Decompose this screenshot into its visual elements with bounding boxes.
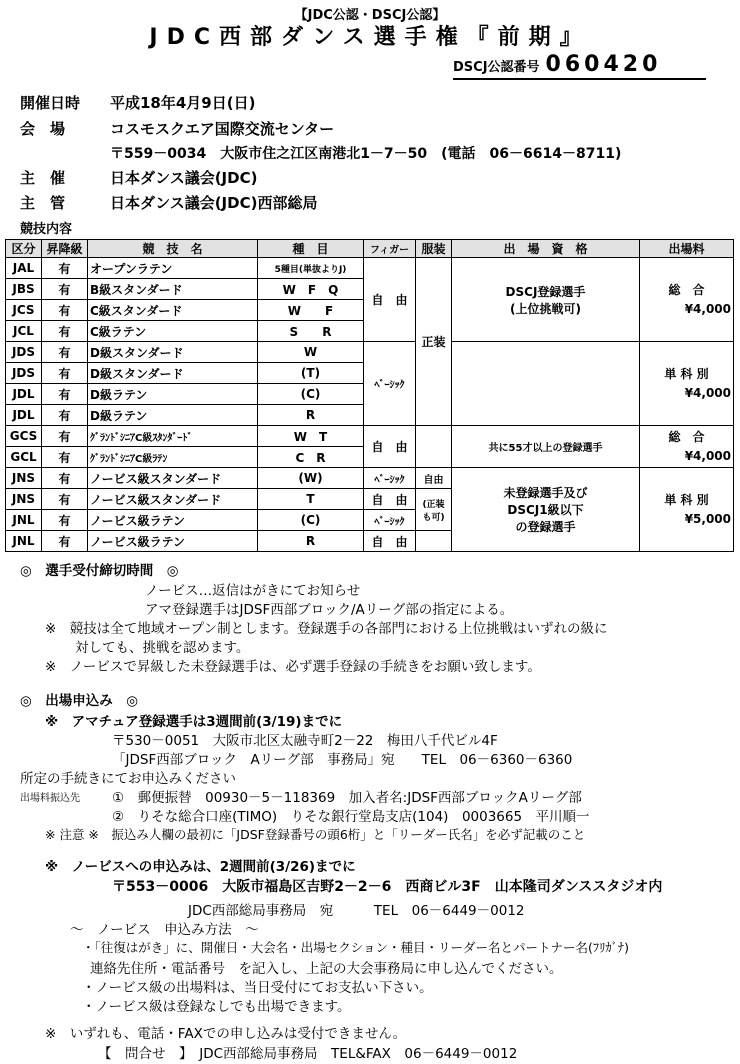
fee-label: 単 科 別 bbox=[664, 492, 709, 507]
qualification-novice bbox=[452, 468, 640, 552]
approval-header: 【JDC公認・DSCJ公認】 bbox=[294, 8, 446, 23]
host-label: 主 催 bbox=[20, 169, 66, 187]
table-row bbox=[6, 258, 734, 279]
amateur-deadline: ※ アマチュア登録選手は3週間前(3/19)までに bbox=[45, 714, 343, 730]
figure-free: 自 由 bbox=[364, 489, 416, 510]
header-cell: 服装 bbox=[416, 240, 452, 258]
row-promotion: 有 bbox=[42, 321, 88, 342]
fee-amount: ¥4,000 bbox=[684, 385, 731, 400]
row-event-name: D級スタンダード bbox=[88, 342, 258, 363]
row-code: JDS bbox=[6, 363, 42, 384]
row-dances: R bbox=[258, 405, 364, 426]
row-dances: (C) bbox=[258, 510, 364, 531]
row-event-name: D級ラテン bbox=[88, 405, 258, 426]
row-code: JDS bbox=[6, 342, 42, 363]
row-dances: 5種目(単抜よりJ) bbox=[258, 258, 364, 279]
row-dances: W bbox=[258, 342, 364, 363]
novice-address: 〒553－0006 大阪市福島区吉野2－2－6 西商ビル3F 山本隆司ダンススタジオ内 bbox=[112, 879, 663, 895]
fee-total-block bbox=[640, 258, 734, 342]
transfer-option: ② りそな総合口座(TIMO) りそな銀行堂島支店(104) 0003665 平川順一 bbox=[112, 809, 590, 825]
transfer-label: 出場料振込先 bbox=[20, 793, 80, 804]
dress-formal-empty bbox=[416, 426, 452, 468]
events-label: 競技内容 bbox=[20, 222, 73, 237]
row-dances: W T bbox=[258, 426, 364, 447]
dress-formal: 正装 bbox=[416, 258, 452, 426]
row-dances: T bbox=[258, 489, 364, 510]
approval-number-value: 060420 bbox=[545, 52, 662, 77]
figure-basic: ﾍﾞｰｼｯｸ bbox=[364, 342, 416, 426]
venue-name: コスモスクエア国際交流センター bbox=[110, 120, 335, 138]
amateur-office: 「JDSF西部ブロック Aリーグ部 事務局」宛 TEL 06－6360－6360 bbox=[112, 752, 573, 768]
row-promotion: 有 bbox=[42, 447, 88, 468]
fee-amount: ¥4,000 bbox=[684, 448, 731, 463]
header-cell: 昇降級 bbox=[42, 240, 88, 258]
fee-label: 単 科 別 bbox=[664, 366, 709, 381]
qualification-line: 未登録選手及び bbox=[503, 486, 588, 500]
fee-label: 総 合 bbox=[668, 429, 705, 444]
venue-address: 〒559－0034 大阪市住之江区南港北1－7－50 (電話 06－6614－8711) bbox=[110, 146, 622, 162]
qualification-senior: 共に55才以上の登録選手 bbox=[452, 426, 640, 468]
deadline-heading: ◎ 選手受付締切時間 ◎ bbox=[20, 563, 179, 579]
method-heading: ～ ノービス 申込み方法 ～ bbox=[70, 922, 259, 938]
row-dances: W F bbox=[258, 300, 364, 321]
qualification-line: DSCJ1級以下 bbox=[507, 503, 584, 517]
fee-amount: ¥5,000 bbox=[684, 511, 731, 526]
row-dances: (C) bbox=[258, 384, 364, 405]
table-header-row bbox=[6, 240, 734, 258]
row-event-name: ノービス級ラテン bbox=[88, 531, 258, 552]
row-code: JCS bbox=[6, 300, 42, 321]
competition-table bbox=[5, 239, 734, 552]
application-heading: ◎ 出場申込み ◎ bbox=[20, 693, 139, 709]
row-dances: S R bbox=[258, 321, 364, 342]
row-event-name: C級ラテン bbox=[88, 321, 258, 342]
row-code: JBS bbox=[6, 279, 42, 300]
header-cell: フィガー bbox=[364, 240, 416, 258]
row-event-name: ノービス級ラテン bbox=[88, 510, 258, 531]
row-event-name: D級スタンダード bbox=[88, 363, 258, 384]
deadline-line: アマ登録選手はJDSF西部ブロック/Aリーグ部の指定による。 bbox=[145, 602, 514, 618]
row-event-name: C級スタンダード bbox=[88, 300, 258, 321]
figure-free: 自 由 bbox=[364, 258, 416, 342]
row-code: GCS bbox=[6, 426, 42, 447]
qualification-line: (上位挑戦可) bbox=[510, 301, 581, 316]
event-date: 平成18年4月9日(日) bbox=[110, 94, 256, 112]
row-promotion: 有 bbox=[42, 489, 88, 510]
method-line: ・ノービス級は登録なしでも出場できます。 bbox=[82, 999, 351, 1015]
row-promotion: 有 bbox=[42, 384, 88, 405]
row-promotion: 有 bbox=[42, 531, 88, 552]
manager-label: 主 管 bbox=[20, 194, 66, 212]
row-dances: R bbox=[258, 531, 364, 552]
row-event-name: ｸﾞﾗﾝﾄﾞｼﾆｱC級ｽﾀﾝﾀﾞｰﾄﾞ bbox=[88, 426, 258, 447]
fee-single-block bbox=[640, 468, 734, 552]
qualification-registered bbox=[452, 258, 640, 342]
page-title: JDC西部ダンス選手権『前期』 bbox=[149, 25, 591, 50]
deadline-line: ノービス…返信はがきにてお知らせ bbox=[145, 583, 361, 599]
row-code: JNS bbox=[6, 468, 42, 489]
row-code: GCL bbox=[6, 447, 42, 468]
procedure-note: 所定の手続きにてお申込みください bbox=[20, 771, 236, 787]
qualification-line: DSCJ登録選手 bbox=[505, 284, 586, 299]
dress-note-line: も可) bbox=[422, 512, 445, 523]
dress-note-line: (正装 bbox=[422, 499, 445, 510]
approval-number-label: DSCJ公認番号 bbox=[453, 60, 540, 75]
row-promotion: 有 bbox=[42, 426, 88, 447]
table-row bbox=[6, 426, 734, 447]
row-promotion: 有 bbox=[42, 258, 88, 279]
amateur-address: 〒530－0051 大阪市北区太融寺町2－22 梅田八千代ビル4F bbox=[112, 733, 498, 749]
row-promotion: 有 bbox=[42, 510, 88, 531]
method-line: 連絡先住所・電話番号 を記入し、上記の大会事務局に申し込んでください。 bbox=[90, 961, 563, 977]
fee-total-block bbox=[640, 426, 734, 468]
no-phone-note: ※ いずれも、電話・FAXでの申し込みは受付できません。 bbox=[45, 1026, 407, 1042]
row-event-name: D級ラテン bbox=[88, 384, 258, 405]
row-code: JNL bbox=[6, 510, 42, 531]
fee-amount: ¥4,000 bbox=[684, 301, 731, 316]
header-cell: 出 場 資 格 bbox=[452, 240, 640, 258]
fee-label: 総 合 bbox=[668, 282, 705, 297]
row-event-name: ノービス級スタンダード bbox=[88, 489, 258, 510]
novice-office: JDC西部総局事務局 宛 TEL 06－6449－0012 bbox=[188, 903, 525, 919]
fee-single-block bbox=[640, 342, 734, 426]
row-dances: (T) bbox=[258, 363, 364, 384]
row-promotion: 有 bbox=[42, 342, 88, 363]
row-promotion: 有 bbox=[42, 405, 88, 426]
transfer-caution: ※ 注意 ※ 振込み人欄の最初に「JDSF登録番号の頭6桁」と「リーダー氏名」を必ず記載のこと bbox=[45, 827, 586, 842]
dress-empty bbox=[416, 531, 452, 552]
row-promotion: 有 bbox=[42, 468, 88, 489]
figure-basic: ﾍﾞｰｼｯｸ bbox=[364, 468, 416, 489]
header-cell: 種 目 bbox=[258, 240, 364, 258]
deadline-note: 対しても、挑戦を認めます。 bbox=[75, 640, 250, 656]
deadline-note: ※ 競技は全て地域オープン制とします。登録選手の各部門における上位挑戦はいずれの級に bbox=[45, 621, 608, 637]
dress-note bbox=[416, 489, 452, 531]
row-code: JDL bbox=[6, 384, 42, 405]
row-event-name: オープンラテン bbox=[88, 258, 258, 279]
venue-label: 会 場 bbox=[20, 120, 66, 138]
row-promotion: 有 bbox=[42, 363, 88, 384]
header-cell: 競 技 名 bbox=[88, 240, 258, 258]
header-cell: 出場料 bbox=[640, 240, 734, 258]
row-promotion: 有 bbox=[42, 279, 88, 300]
novice-deadline: ※ ノービスへの申込みは、2週間前(3/26)までに bbox=[45, 859, 356, 875]
method-line: ・ノービス級の出場料は、当日受付にてお支払い下さい。 bbox=[82, 980, 433, 996]
host-name: 日本ダンス議会(JDC) bbox=[110, 169, 258, 187]
table-row bbox=[6, 342, 734, 363]
row-code: JDL bbox=[6, 405, 42, 426]
qualification-line: の登録選手 bbox=[515, 520, 576, 534]
row-promotion: 有 bbox=[42, 300, 88, 321]
figure-free: 自 由 bbox=[364, 426, 416, 468]
row-code: JCL bbox=[6, 321, 42, 342]
method-line: ・「往復はがき」に、開催日・大会名・出場セクション・種目・リーダー名とパートナー名(ﾌﾘｶﾞﾅ) bbox=[82, 940, 630, 955]
row-code: JNL bbox=[6, 531, 42, 552]
date-label: 開催日時 bbox=[20, 94, 81, 112]
row-dances: W F Q bbox=[258, 279, 364, 300]
deadline-note: ※ ノービスで昇級した未登録選手は、必ず選手登録の手続きをお願い致します。 bbox=[45, 659, 541, 675]
transfer-option: ① 郵便振替 00930－5－118369 加入者名:JDSF西部ブロックAリーグ部 bbox=[112, 790, 582, 806]
row-dances: C R bbox=[258, 447, 364, 468]
contact-info: 【 問合せ 】 JDC西部総局事務局 TEL&FAX 06－6449－0012 bbox=[98, 1046, 518, 1062]
row-dances: (W) bbox=[258, 468, 364, 489]
approval-number bbox=[453, 52, 706, 80]
manager-name: 日本ダンス議会(JDC)西部総局 bbox=[110, 194, 318, 212]
row-event-name: ノービス級スタンダード bbox=[88, 468, 258, 489]
figure-basic: ﾍﾞｰｼｯｸ bbox=[364, 510, 416, 531]
table-row bbox=[6, 468, 734, 489]
qualification-registered-empty bbox=[452, 342, 640, 426]
row-code: JAL bbox=[6, 258, 42, 279]
dress-free: 自由 bbox=[416, 468, 452, 489]
figure-free: 自 由 bbox=[364, 531, 416, 552]
header-cell: 区分 bbox=[6, 240, 42, 258]
row-event-name: ｸﾞﾗﾝﾄﾞｼﾆｱC級ﾗﾃﾝ bbox=[88, 447, 258, 468]
row-code: JNS bbox=[6, 489, 42, 510]
row-event-name: B級スタンダード bbox=[88, 279, 258, 300]
